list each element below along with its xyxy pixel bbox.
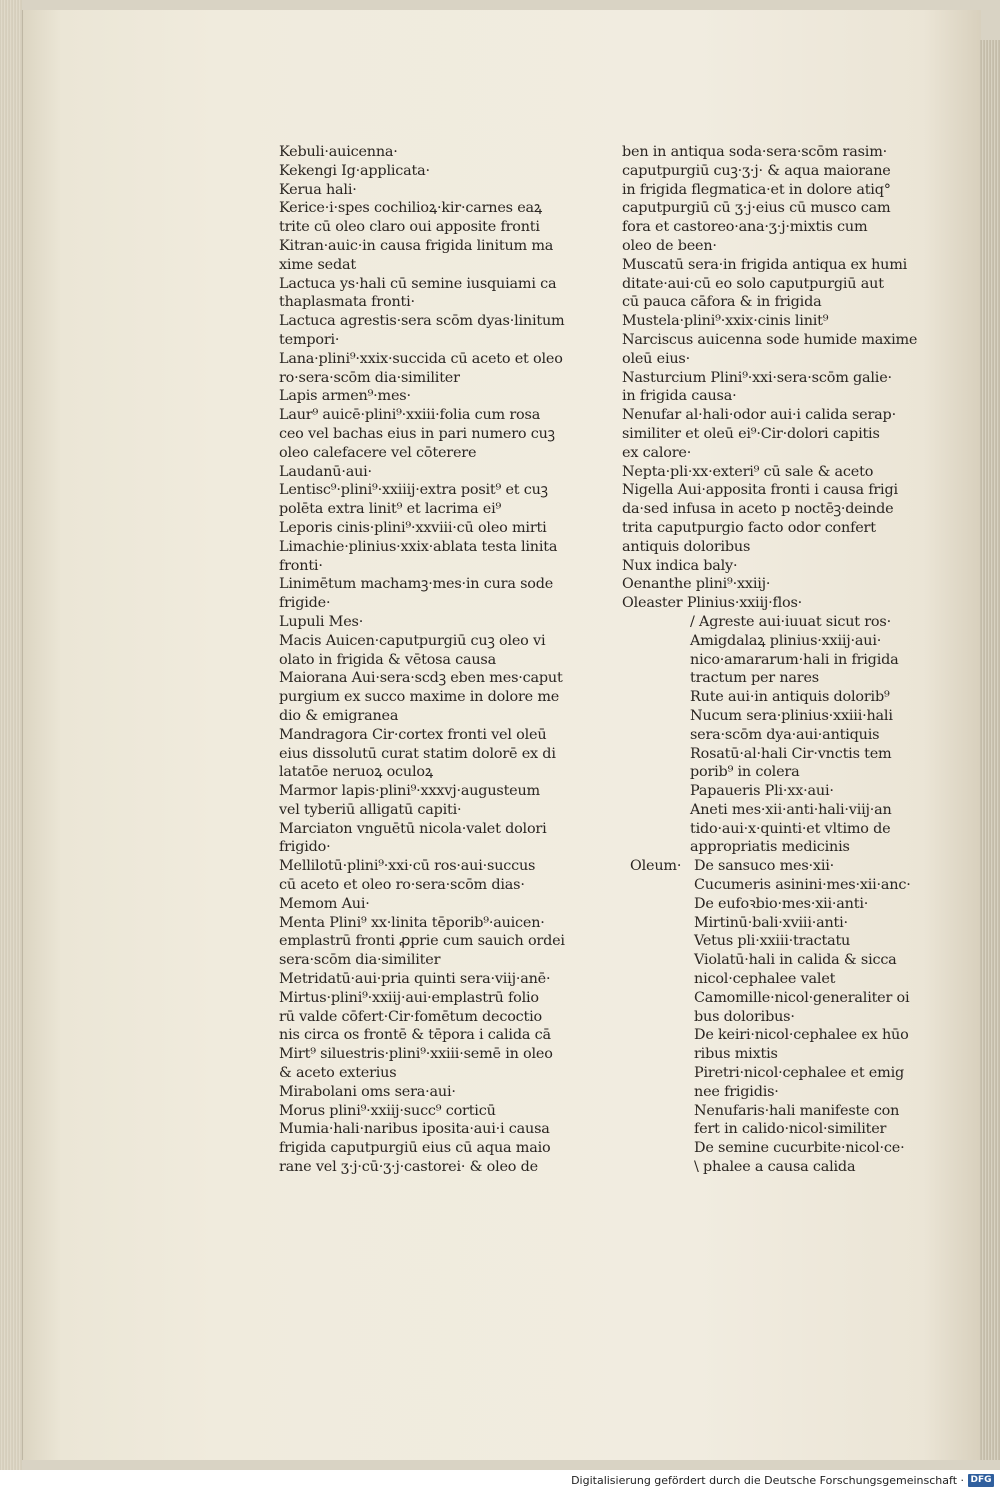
text-line: Memom Aui· [279, 895, 370, 912]
text-line: porib⁹ in colera [690, 764, 800, 781]
text-line: tractum per nares [690, 670, 819, 687]
right-column-oleaster-list [622, 613, 922, 857]
text-line: fert in calido·nicol·similiter [694, 1121, 887, 1138]
text-line: Cucumeris asinini·mes·xii·anc· [694, 877, 911, 894]
oleum-line [622, 1083, 922, 1102]
oleum-line [622, 932, 922, 951]
oleum-line [622, 857, 922, 876]
text-line: tido·aui·x·quinti·et vltimo de [690, 820, 891, 837]
oleum-line [622, 989, 922, 1008]
text-line: ribus mixtis [694, 1046, 778, 1063]
text-line: rū valde cōfert·Cir·fomētum decoctio [279, 1008, 542, 1025]
text-line: Nenufaris·hali manifeste con [694, 1102, 900, 1119]
text-line: ro·sera·scōm dia·similiter [279, 369, 460, 386]
text-line: eius dissolutū curat statim dolorē ex di [279, 745, 556, 762]
text-line: xime sedat [279, 256, 356, 273]
text-line: frigide· [279, 595, 331, 612]
text-line: / Agreste aui·iuuat sicut ros· [690, 613, 891, 630]
text-line: Lactuca agrestis·sera scōm dyas·linitum [279, 313, 565, 330]
text-line: Camomille·nicol·generaliter oi [694, 989, 910, 1006]
text-line: Nigella Aui·apposita fronti i causa frigi [622, 482, 898, 499]
text-line: rane vel ʒ·j·cū·ʒ·j·castorei· & oleo de [279, 1159, 538, 1176]
text-line: emplastrū fronti ꝓprie cum sauich ordei [279, 933, 565, 950]
text-line: Rute aui·in antiquis dolorib⁹ [690, 689, 890, 706]
oleum-line [622, 1158, 922, 1177]
oleum-line [622, 970, 922, 989]
text-line: \ phalee a causa calida [694, 1159, 856, 1176]
text-line: dio & emigranea [279, 707, 399, 724]
text-line: Mellilotū·plini⁹·xxi·cū ros·aui·succus [279, 858, 536, 875]
page-edge-right [980, 40, 1000, 1460]
text-line: Nucum sera·plinius·xxiii·hali [690, 707, 893, 724]
text-line: Mandragora Cir·cortex fronti vel oleū [279, 726, 547, 743]
text-line: Mustela·plini⁹·xxix·cinis linit⁹ [622, 313, 829, 330]
text-line: Lapis armen⁹·mes· [279, 388, 411, 405]
text-line: Marciaton vnguētū nicola·valet dolori [279, 820, 547, 837]
text-line: antiquis doloribus [622, 538, 751, 555]
text-line: Kerua hali· [279, 181, 357, 198]
text-line: ex calore· [622, 444, 692, 461]
text-line: sera·scōm dia·similiter [279, 952, 441, 969]
text-line: Mumia·hali·naribus iposita·aui·i causa [279, 1121, 550, 1138]
text-line: De sansuco mes·xii· [694, 858, 835, 875]
text-line: Laudanū·aui· [279, 463, 372, 480]
text-line: Nux indica baly· [622, 557, 738, 574]
text-line: frigido· [279, 839, 331, 856]
text-line: Papaueris Pli·xx·aui· [690, 783, 834, 800]
text-line: Nenufar al·hali·odor aui·i calida serap· [622, 407, 896, 424]
text-line: nicol·cephalee valet [694, 971, 836, 988]
text-line: ceo vel bachas eius in pari numero cuꝫ [279, 425, 555, 442]
oleum-line [622, 876, 922, 895]
text-line: Lana·plini⁹·xxix·succida cū aceto et oleo [279, 350, 563, 367]
text-line: da·sed infusa in aceto p noctēꝫ·deinde [622, 501, 894, 518]
text-line: Lactuca ys·hali cū semine iusquiami ca [279, 275, 557, 292]
text-line: cū aceto et oleo ro·sera·scōm dias· [279, 877, 525, 894]
oleum-line [622, 1064, 922, 1083]
text-line: Piretri·nicol·cephalee et emig [694, 1065, 904, 1082]
text-line: Mirtinū·bali·xviii·anti· [694, 914, 848, 931]
text-line: cū pauca cāfora & in frigida [622, 294, 822, 311]
text-line: De eufoꝛbio·mes·xii·anti· [694, 895, 869, 912]
oleum-line [622, 1120, 922, 1139]
text-line: fora et castoreo·ana·ʒ·j·mixtis cum [622, 219, 868, 236]
text-line: Vetus pli·xxiii·tractatu [694, 933, 851, 950]
text-line: Oenanthe plini⁹·xxiij· [622, 576, 771, 593]
text-line: Aneti mes·xii·anti·hali·viij·an [690, 801, 892, 818]
text-line: Nasturcium Plini⁹·xxi·sera·scōm galie· [622, 369, 892, 386]
text-line: Amigdalaꝝ plinius·xxiij·aui· [690, 632, 882, 649]
oleum-line [622, 1102, 922, 1121]
text-line: purgium ex succo maxime in dolore me [279, 689, 560, 706]
text-line: Mirabolani oms sera·aui· [279, 1083, 456, 1100]
oleum-line [622, 951, 922, 970]
text-line: fronti· [279, 557, 323, 574]
text-line: olato in frigida & vētosa causa [279, 651, 496, 668]
text-line: nis circa os frontē & tēpora i calida cā [279, 1027, 551, 1044]
text-line: in frigida causa· [622, 388, 737, 405]
text-line: ditate·aui·cū eo solo caputpurgiū aut [622, 275, 884, 292]
oleum-heading: Oleum· [630, 858, 682, 875]
text-line: trite cū oleo claro oui apposite fronti [279, 219, 540, 236]
text-line: Oleaster Plinius·xxiij·flos· [622, 595, 803, 612]
text-line: appropriatis medicinis [690, 839, 850, 856]
text-line: oleū eius· [622, 350, 690, 367]
footer [0, 1470, 1000, 1492]
text-line: Leporis cinis·plini⁹·xxviii·cū oleo mirti [279, 519, 547, 536]
text-line: Violatū·hali in calida & sicca [694, 952, 897, 969]
text-line: in frigida flegmatica·et in dolore atiq° [622, 181, 891, 198]
text-line: Mirt⁹ siluestris·plini⁹·xxiii·semē in oleo [279, 1046, 553, 1063]
text-line: Narciscus auicenna sode humide maxime [622, 331, 918, 348]
left-column [279, 143, 569, 1177]
text-line: similiter et oleū ei⁹·Cir·dolori capitis [622, 425, 880, 442]
text-line: sera·scōm dya·aui·antiquis [690, 726, 880, 743]
oleum-line [622, 895, 922, 914]
text-line: Lentisc⁹·plini⁹·xxiiij·extra posit⁹ et cuꝫ [279, 482, 548, 499]
oleum-line [622, 1139, 922, 1158]
text-line: polēta extra linit⁹ et lacrima ei⁹ [279, 501, 502, 518]
page-edge-left [0, 0, 22, 1470]
text-line: Macis Auicen·caputpurgiū cuꝫ oleo vi [279, 632, 546, 649]
text-line: tempori· [279, 331, 340, 348]
oleum-line [622, 914, 922, 933]
text-line: ben in antiqua soda·sera·scōm rasim· [622, 144, 888, 160]
text-line: trita caputpurgio facto odor confert [622, 519, 876, 536]
text-line: Lupuli Mes· [279, 613, 364, 630]
text-line: vel tyberiū alligatū capiti· [279, 801, 462, 818]
text-line: De keiri·nicol·cephalee ex hūo [694, 1027, 909, 1044]
text-line: Marmor lapis·plini⁹·xxxvj·augusteum [279, 783, 540, 800]
text-line: nee frigidis· [694, 1083, 779, 1100]
text-line: Kitran·auic·in causa frigida linitum ma [279, 237, 554, 254]
text-line: Nepta·pli·xx·exteri⁹ cū sale & aceto [622, 463, 874, 480]
oleum-line [622, 1026, 922, 1045]
text-line: Linimētum machamꝫ·mes·in cura sode [279, 576, 554, 593]
text-line: Mirtus·plini⁹·xxiij·aui·emplastrū folio [279, 989, 539, 1006]
text-line: thaplasmata fronti· [279, 294, 415, 311]
text-line: oleo calefacere vel cōterere [279, 444, 477, 461]
text-line: & aceto exterius [279, 1065, 397, 1082]
oleum-line [622, 1008, 922, 1027]
text-line: Kebuli·auicenna· [279, 144, 398, 160]
right-column-oleum-list [622, 857, 922, 1177]
text-line: Kerice·i·spes cochilioꝝ·kir·carnes eaꝝ [279, 200, 543, 217]
right-column [622, 143, 922, 1177]
text-line: Rosatū·al·hali Cir·vnctis tem [690, 745, 892, 762]
text-line: Laur⁹ auicē·plini⁹·xxiii·folia cum rosa [279, 407, 541, 424]
right-column-top [622, 143, 922, 613]
text-line: De semine cucurbite·nicol·ce· [694, 1140, 905, 1157]
text-line: Kekengi Ig·applicata· [279, 162, 430, 179]
oleum-line [622, 1045, 922, 1064]
text-line: Limachie·plinius·xxix·ablata testa linita [279, 538, 558, 555]
text-line: caputpurgiū cuꝫ·ʒ·j· & aqua maiorane [622, 162, 891, 179]
text-line: Menta Plini⁹ xx·linita tēporib⁹·auicen· [279, 914, 545, 931]
text-line: latatōe neruoꝝ oculoꝝ [279, 764, 433, 781]
text-line: Metridatū·aui·pria quinti sera·viij·anē· [279, 971, 551, 988]
text-line: oleo de been· [622, 237, 717, 254]
text-line: bus doloribus· [694, 1008, 795, 1025]
dfg-logo-icon: DFG [968, 1474, 994, 1487]
text-line: Maiorana Aui·sera·scdꝫ eben mes·caput [279, 670, 563, 687]
footer-credit: Digitalisierung gefördert durch die Deutsche Forschungsgemeinschaft · [571, 1474, 964, 1487]
text-line: Morus plini⁹·xxiij·succ⁹ corticū [279, 1102, 496, 1119]
text-line: Muscatū sera·in frigida antiqua ex humi [622, 256, 908, 273]
text-line: nico·amararum·hali in frigida [690, 651, 899, 668]
text-line: frigida caputpurgiū eius cū aqua maio [279, 1140, 551, 1157]
text-line: caputpurgiū cū ʒ·j·eius cū musco cam [622, 200, 891, 217]
